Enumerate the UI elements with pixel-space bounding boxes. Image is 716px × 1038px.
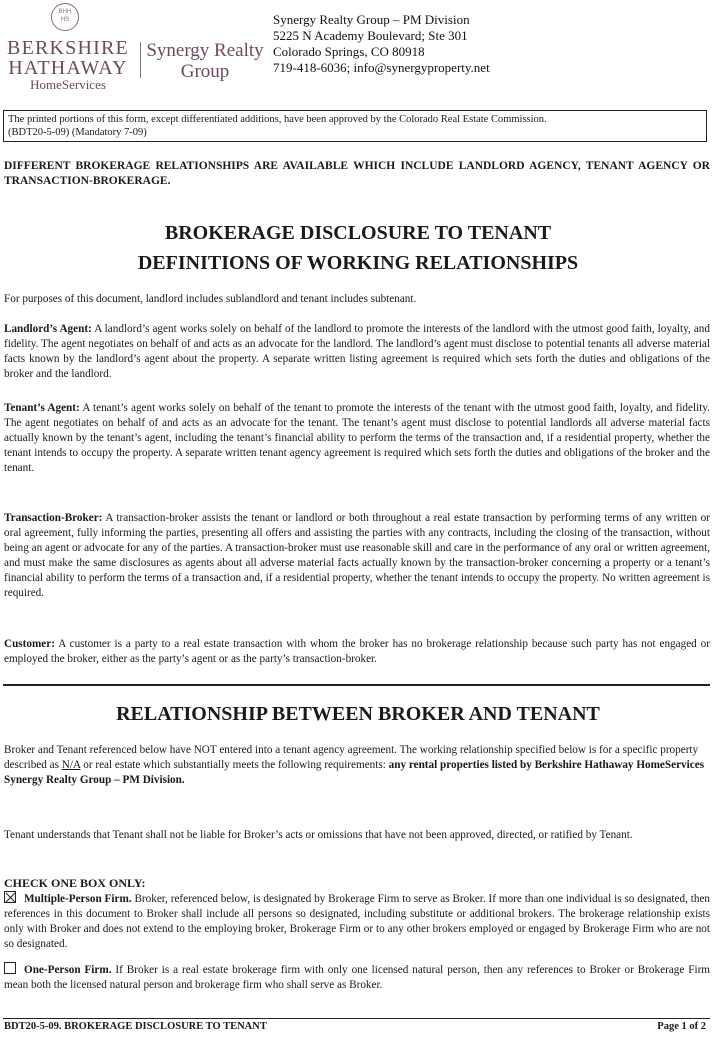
notice-line-1: The printed portions of this form, except differentiated additions, have been approved by the Colorado Real Estate Commission. (8, 114, 547, 125)
footer-form-id: BDT20-5-09. BROKERAGE DISCLOSURE TO TENANT (4, 1021, 267, 1032)
transaction-broker-term: Transaction-Broker: (4, 512, 103, 524)
contact-address: 5225 N Academy Boulevard; Ste 301 (273, 28, 468, 43)
brand-logo (4, 38, 132, 92)
one-person-firm-option (4, 962, 710, 993)
section-divider (3, 684, 710, 686)
seal-text-top: BHH (58, 9, 72, 15)
brand-divider (140, 42, 141, 78)
approval-notice-box (3, 110, 707, 142)
transaction-broker-paragraph (4, 511, 710, 601)
footer-divider (3, 1018, 710, 1019)
one-person-firm-text: If Broker is a real estate brokerage firm with only one licensed natural person, then any references to Broker or Brokerage Firm mean both the licensed natural person and brokerage firm who shall serve as Broker. (4, 964, 710, 991)
contact-city: Colorado Springs, CO 80918 (273, 44, 425, 59)
customer-paragraph (4, 637, 710, 667)
sub-brand-line-1: Synergy Realty (146, 40, 264, 61)
multiple-person-firm-term: Multiple-Person Firm. (24, 893, 132, 905)
tenant-agent-term: Tenant’s Agent: (4, 402, 80, 414)
one-person-firm-checkbox[interactable] (4, 962, 16, 974)
tenant-liability-paragraph: Tenant understands that Tenant shall not be liable for Broker’s acts or omissions that have not been approved, directed, or ratified by Tenant. (4, 829, 633, 841)
company-seal-logo (51, 3, 79, 31)
contact-phone-email: 719-418-6036; info@synergyproperty.net (273, 60, 490, 75)
notice-line-2: (BDT20-5-09) (Mandatory 7-09) (8, 127, 147, 138)
contact-block (273, 12, 490, 76)
brand-line-1: BERKSHIRE (7, 37, 129, 59)
sub-brand-line-2: Group (180, 61, 230, 82)
customer-text: A customer is a party to a real estate transaction with whom the broker has no brokerage relationship because such party has not engaged or employed the broker, either as the party’s agent or as the party’s transaction-broker. (4, 638, 710, 665)
relationship-requirements: any rental properties listed by Berkshire Hathaway HomeServices Synergy Realty Group – PM Division. (4, 759, 705, 786)
multiple-person-firm-text: Broker, referenced below, is designated by Brokerage Firm to serve as Broker. If more than one individual is so designated, then references in this document to Broker shall include all persons so designated, including substitute or additional brokers. The brokerage relationship exists only with Broker and does not extend to the employing broker, Brokerage Firm or to any other brokers employed or engaged by Brokerage Firm who are not so designated. (4, 893, 710, 950)
relationship-heading: RELATIONSHIP BETWEEN BROKER AND TENANT (116, 703, 600, 725)
landlord-agent-text: A landlord’s agent works solely on behalf of the landlord to promote the interests of the landlord with the utmost good faith, loyalty, and fidelity. The agent negotiates on behalf of and acts as an advocate for the landlord. The landlord’s agent must disclose to potential tenants all adverse material facts known by the landlord’s agent about the property. A separate written listing agreement is required which sets forth the duties and obligations of the broker and the landlord. (4, 323, 710, 380)
multiple-person-firm-option (4, 891, 710, 952)
one-person-firm-term: One-Person Firm. (24, 964, 112, 976)
document-title: BROKERAGE DISCLOSURE TO TENANT (164, 222, 552, 244)
relationship-paragraph (4, 743, 710, 788)
landlord-agent-paragraph (4, 322, 710, 382)
intro-caps-paragraph: DIFFERENT BROKERAGE RELATIONSHIPS ARE AVAILABLE WHICH INCLUDE LANDLORD AGENCY, TENANT AGENCY OR TRANSACTION-BROKERAGE. (4, 160, 710, 187)
page-number: Page 1 of 2 (657, 1021, 706, 1032)
relationship-text-a: Broker and Tenant referenced below have NOT entered into a tenant agency agreement. The working relationship specified below is for a specific property described as (4, 744, 699, 771)
contact-company: Synergy Realty Group – PM Division (273, 12, 470, 27)
seal-text-bottom: HS (60, 17, 70, 23)
letterhead (0, 0, 716, 105)
tenant-agent-paragraph (4, 401, 710, 476)
relationship-text-b: or real estate which substantially meets the following requirements: (80, 759, 389, 771)
transaction-broker-text: A transaction-broker assists the tenant or landlord or both throughout a real estate transaction by performing terms of any written or oral agreement, fully informing the parties, presenting all offers and assisting the parties with any contracts, including the closing of the transaction, without being an agent or advocate for any of the parties. A transaction-broker must use reasonable skill and care in the performance of any oral or written agreement, and must make the same disclosures as agents about all adverse material facts actually known by the transaction-broker concerning a property or a tenant’s financial ability to perform the terms of a transaction and, if a residential property, whether the tenant intends to occupy the property. No written agreement is required. (4, 512, 710, 599)
sub-brand (146, 40, 264, 82)
customer-term: Customer: (4, 638, 55, 650)
landlord-agent-term: Landlord’s Agent: (4, 323, 92, 335)
brand-line-3: HomeServices (30, 77, 106, 92)
tenant-agent-text: A tenant’s agent works solely on behalf of the tenant to promote the interests of the tenant with the utmost good faith, loyalty, and fidelity. The agent negotiates on behalf of and acts as an advocate for the tenant. The tenant’s agent must disclose to potential landlords all adverse material facts actually known by the tenant’s agent, including the tenant’s financial ability to perform the terms of the transaction and, if a residential property, whether the tenant intends to occupy the property. A separate written tenant agency agreement is required which sets forth the duties and obligations of the broker and the tenant. (4, 402, 710, 474)
purposes-paragraph: For purposes of this document, landlord includes sublandlord and tenant includes subtenant. (4, 293, 417, 305)
multiple-person-firm-checkbox[interactable] (4, 891, 16, 903)
brand-line-2: HATHAWAY (8, 57, 128, 79)
definitions-heading: DEFINITIONS OF WORKING RELATIONSHIPS (137, 252, 579, 274)
check-one-box-heading: CHECK ONE BOX ONLY: (4, 876, 146, 890)
property-description-field: N/A (61, 759, 81, 771)
